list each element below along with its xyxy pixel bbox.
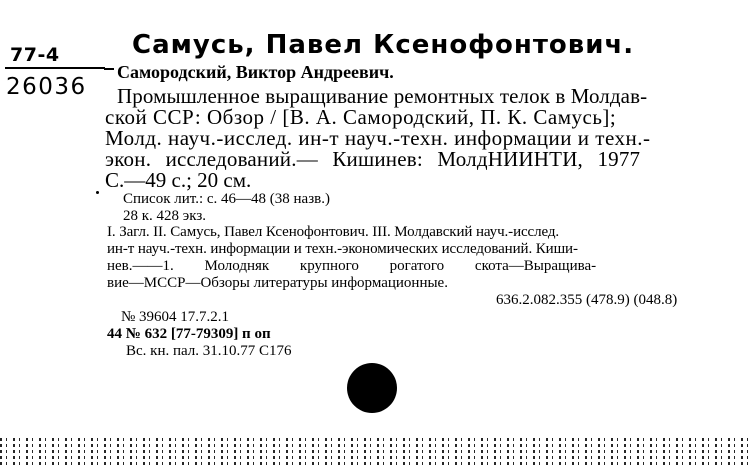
control-line: Вс. кн. пал. 31.10.77 С176 bbox=[126, 343, 292, 359]
speck bbox=[96, 191, 99, 194]
author-heading: Самородский, Виктор Андреевич. bbox=[117, 62, 394, 82]
call-number-top: 77-4 bbox=[10, 44, 60, 66]
classification-number: 636.2.082.355 (478.9) (048.8) bbox=[496, 292, 678, 308]
control-line: 44 № 632 [77-79309] п оп bbox=[107, 326, 271, 342]
tracing-line: I. Загл. II. Самусь, Павел Ксенофонтович. III. Молдавский науч.-исслед. bbox=[107, 224, 560, 240]
tracing-line: ин-т науч.-техн. информации и техн.-экономических исследований. Киши- bbox=[107, 241, 578, 257]
control-line: № 39604 17.7.2.1 bbox=[121, 309, 230, 325]
heading-dash bbox=[104, 68, 114, 70]
note-line: Список лит.: с. 46—48 (38 назв.) bbox=[123, 191, 330, 207]
title-line: Молд. науч.-исслед. ин-т науч.-техн. информации и техн.- bbox=[105, 126, 651, 150]
title-line: ской ССР: Обзор / [В. А. Самородский, П. К. Самусь]; bbox=[105, 105, 617, 129]
call-number-divider bbox=[5, 67, 105, 69]
card-punch-hole bbox=[347, 363, 397, 413]
title-line: Промышленное выращивание ремонтных телок в Молдав- bbox=[117, 84, 648, 108]
handwritten-heading: Самусь, Павел Ксенофонтович. bbox=[132, 30, 635, 60]
scan-noise-mask bbox=[0, 436, 750, 465]
call-number-bottom: 26036 bbox=[6, 74, 87, 100]
title-line: экон. исследований.— Кишинев: МолдНИИНТИ, 1977 bbox=[105, 147, 641, 171]
tracing-line: нев.——1. Молодняк крупного рогатого скота—Выращива- bbox=[107, 258, 597, 274]
title-line: С.—49 с.; 20 см. bbox=[105, 168, 252, 192]
tracing-line: вие—МССР—Обзоры литературы информационные. bbox=[107, 275, 448, 291]
note-line: 28 к. 428 экз. bbox=[123, 208, 206, 224]
